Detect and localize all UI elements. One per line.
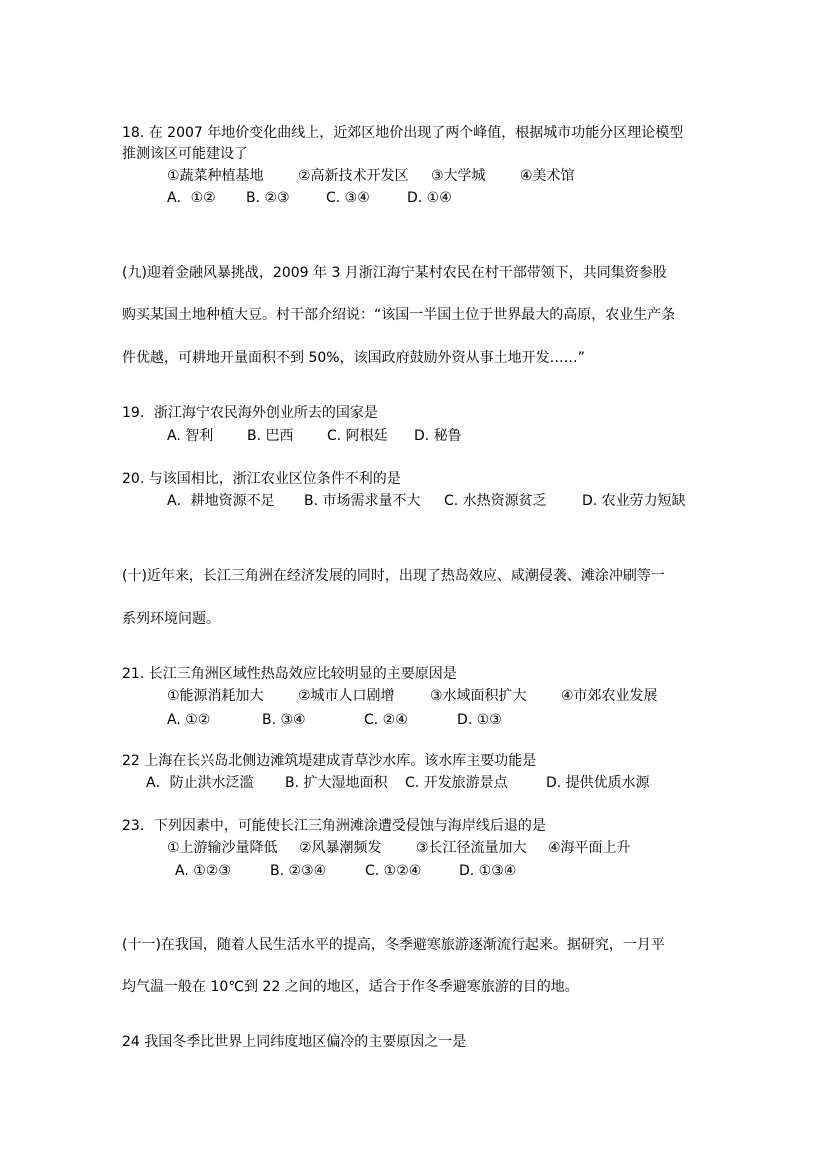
q21-option-b: B. ③④ — [262, 712, 306, 728]
q21-item-3: ③水域面积扩大 — [430, 688, 527, 704]
q20-stem: 20. 与该国相比，浙江农业区位条件不利的是 — [122, 471, 401, 487]
q23-item-3: ③长江径流量加大 — [416, 840, 527, 856]
q18-option-a: A．①② — [167, 190, 216, 206]
q18-stem-line2: 推测该区可能建设了 — [122, 146, 248, 162]
q19-stem: 19．浙江海宁农民海外创业所去的国家是 — [122, 405, 378, 421]
passage-9-line1: (九)迎着金融风暴挑战，2009 年 3 月浙江海宁某村农民在村干部带领下，共同集资参股 — [122, 265, 667, 281]
q22-option-b: B. 扩大湿地面积 — [285, 775, 388, 791]
q23-item-1: ①上游输沙量降低 — [167, 840, 278, 856]
q18-item-2: ②高新技术开发区 — [298, 168, 409, 184]
q19-option-d: D. 秘鲁 — [414, 428, 462, 444]
q20-option-d: D. 农业劳力短缺 — [582, 493, 686, 509]
q23-stem: 23．下列因素中，可能使长江三角洲滩涂遭受侵蚀与海岸线后退的是 — [122, 818, 546, 834]
q23-item-4: ④海平面上升 — [548, 840, 631, 856]
q23-option-b: B. ②③④ — [270, 863, 327, 879]
q21-item-2: ②城市人口剧增 — [298, 688, 395, 704]
passage-9-line3: 件优越，可耕地开量面积不到 50%，该国政府鼓励外资从事土地开发……” — [122, 350, 585, 366]
q19-option-b: B. 巴西 — [247, 428, 294, 444]
q18-item-1: ①蔬菜种植基地 — [167, 168, 264, 184]
q22-option-d: D. 提供优质水源 — [546, 775, 650, 791]
q18-item-4: ④美术馆 — [520, 168, 575, 184]
q21-option-c: C. ②④ — [364, 712, 408, 728]
q20-option-b: B. 市场需求量不大 — [304, 493, 421, 509]
q21-option-a: A. ①② — [167, 712, 211, 728]
q22-option-a: A．防止洪水泛滥 — [146, 775, 254, 791]
q23-option-c: C. ①②④ — [365, 863, 422, 879]
q23-option-d: D. ①③④ — [459, 863, 517, 879]
q22-stem: 22 上海在长兴岛北侧边滩筑堤建成青草沙水库。该水库主要功能是 — [122, 753, 537, 769]
q21-item-4: ④市郊农业发展 — [561, 688, 658, 704]
q18-stem-line1: 18. 在 2007 年地价变化曲线上，近郊区地价出现了两个峰值，根据城市功能分区理论模型 — [122, 125, 684, 141]
q22-option-c: C. 开发旅游景点 — [405, 775, 508, 791]
passage-10-line1: (十)近年来，长江三角洲在经济发展的同时，出现了热岛效应、咸潮侵袭、滩涂冲刷等一 — [122, 568, 665, 584]
q19-option-a: A. 智利 — [167, 428, 214, 444]
q21-item-1: ①能源消耗加大 — [167, 688, 264, 704]
passage-11-line2: 均气温一般在 10℃到 22 之间的地区，适合于作冬季避寒旅游的目的地。 — [122, 979, 579, 995]
q21-option-d: D. ①③ — [457, 712, 502, 728]
q23-item-2: ②风暴潮频发 — [299, 840, 382, 856]
passage-11-line1: (十一)在我国，随着人民生活水平的提高，冬季避寒旅游逐渐流行起来。据研究，一月平 — [122, 937, 665, 953]
q19-option-c: C. 阿根廷 — [327, 428, 388, 444]
q23-option-a: A. ①②③ — [175, 863, 231, 879]
q20-option-a: A．耕地资源不足 — [167, 493, 275, 509]
q18-option-c: C. ③④ — [326, 190, 370, 206]
q24-stem: 24 我国冬季比世界上同纬度地区偏冷的主要原因之一是 — [122, 1034, 467, 1050]
q18-item-3: ③大学城 — [431, 168, 486, 184]
passage-10-line2: 系列环境问题。 — [122, 611, 220, 627]
q20-option-c: C. 水热资源贫乏 — [444, 493, 547, 509]
passage-9-line2: 购买某国土地种植大豆。村干部介绍说：“该国一半国土位于世界最大的高原，农业生产条 — [122, 307, 676, 323]
q21-stem: 21. 长江三角洲区域性热岛效应比较明显的主要原因是 — [122, 666, 457, 682]
q18-option-b: B. ②③ — [246, 190, 290, 206]
q18-option-d: D. ①④ — [407, 190, 452, 206]
